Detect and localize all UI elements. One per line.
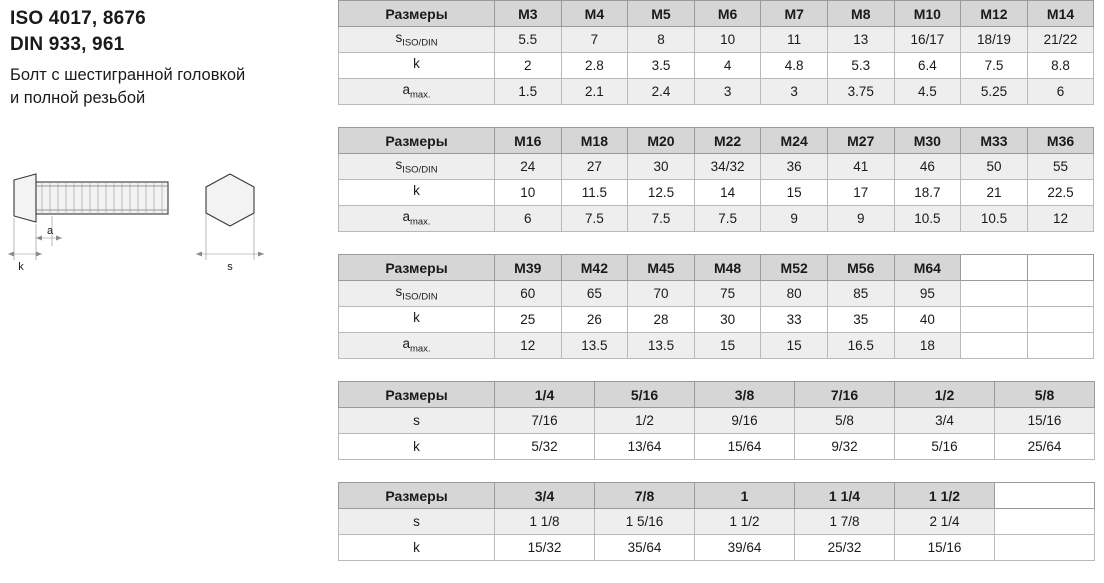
- cell: 15: [761, 180, 828, 206]
- description-line-1: Болт с шестигранной головкой: [10, 66, 246, 84]
- table-row: [339, 509, 1095, 535]
- cell: 7.5: [961, 53, 1028, 79]
- col-header-empty: [995, 483, 1095, 509]
- col-header: Размеры: [339, 382, 495, 408]
- row-label: $a_{max.}$: [339, 79, 495, 105]
- cell: 9: [827, 206, 894, 232]
- cell: 28: [628, 307, 695, 333]
- cell: 16/17: [894, 27, 961, 53]
- table-row: [339, 128, 1094, 154]
- table-row: [339, 206, 1094, 232]
- cell: 10: [694, 27, 761, 53]
- cell: 70: [628, 281, 695, 307]
- cell: 12.5: [628, 180, 695, 206]
- cell: 2.4: [628, 79, 695, 105]
- cell-empty: [1027, 307, 1094, 333]
- col-header: 5/16: [595, 382, 695, 408]
- cell: 10: [495, 180, 562, 206]
- col-header: M12: [961, 1, 1028, 27]
- table-row: [339, 535, 1095, 561]
- col-header: M27: [827, 128, 894, 154]
- col-header: M10: [894, 1, 961, 27]
- col-header: M16: [495, 128, 562, 154]
- cell: 18/19: [961, 27, 1028, 53]
- cell: 4.8: [761, 53, 828, 79]
- cell: 6: [1027, 79, 1094, 105]
- drawing-label-a: a: [46, 225, 54, 237]
- cell: 30: [628, 154, 695, 180]
- cell: 7/16: [495, 408, 595, 434]
- col-header: M36: [1027, 128, 1094, 154]
- cell: 25: [495, 307, 562, 333]
- cell: 9: [761, 206, 828, 232]
- col-header: M33: [961, 128, 1028, 154]
- col-header: M4: [561, 1, 628, 27]
- cell: 1 1/8: [495, 509, 595, 535]
- col-header: M7: [761, 1, 828, 27]
- cell: 75: [694, 281, 761, 307]
- table-row: [339, 281, 1094, 307]
- cell: 2: [495, 53, 562, 79]
- cell: 26: [561, 307, 628, 333]
- cell: 6.4: [894, 53, 961, 79]
- cell: 10.5: [894, 206, 961, 232]
- cell: 39/64: [695, 535, 795, 561]
- table-row: [339, 408, 1095, 434]
- col-header: 5/8: [995, 382, 1095, 408]
- cell: 40: [894, 307, 961, 333]
- col-header: M5: [628, 1, 695, 27]
- col-header: 7/8: [595, 483, 695, 509]
- cell: 5/8: [795, 408, 895, 434]
- cell: 13.5: [628, 333, 695, 359]
- drawing-label-s: s: [227, 261, 233, 273]
- col-header: M42: [561, 255, 628, 281]
- cell-empty: [995, 535, 1095, 561]
- col-header: 1 1/4: [795, 483, 895, 509]
- cell: 15/16: [995, 408, 1095, 434]
- cell: 35/64: [595, 535, 695, 561]
- col-header: Размеры: [339, 1, 495, 27]
- row-label: s: [339, 509, 495, 535]
- cell: 6: [495, 206, 562, 232]
- cell: 5.25: [961, 79, 1028, 105]
- row-label: $s_{ISO/DIN}$: [339, 281, 495, 307]
- cell: 1 7/8: [795, 509, 895, 535]
- col-header: M3: [495, 1, 562, 27]
- cell-empty: [1027, 333, 1094, 359]
- col-header: Размеры: [339, 483, 495, 509]
- cell: 5/32: [495, 434, 595, 460]
- cell: 2.8: [561, 53, 628, 79]
- bolt-drawing-svg: [6, 168, 306, 278]
- col-header: 1/2: [895, 382, 995, 408]
- col-header: M52: [761, 255, 828, 281]
- row-label: s: [339, 408, 495, 434]
- table-row: [339, 483, 1095, 509]
- table-row: [339, 434, 1095, 460]
- cell: 8.8: [1027, 53, 1094, 79]
- cell: 65: [561, 281, 628, 307]
- drawing-label-k: k: [18, 261, 24, 273]
- table-row: [339, 27, 1094, 53]
- cell: 15: [761, 333, 828, 359]
- cell: 25/64: [995, 434, 1095, 460]
- cell: 15/32: [495, 535, 595, 561]
- left-info-panel: [10, 6, 330, 110]
- table-metric-m3-m14: [338, 0, 1094, 105]
- col-header: M22: [694, 128, 761, 154]
- cell: 9/32: [795, 434, 895, 460]
- row-label: k: [339, 535, 495, 561]
- cell: 7: [561, 27, 628, 53]
- cell: 1/2: [595, 408, 695, 434]
- table-row: [339, 333, 1094, 359]
- col-header: M8: [827, 1, 894, 27]
- table-metric-m16-m36: [338, 127, 1094, 232]
- table-row: [339, 1, 1094, 27]
- cell: 2 1/4: [895, 509, 995, 535]
- cell: 16.5: [827, 333, 894, 359]
- col-header: 1: [695, 483, 795, 509]
- cell: 15: [694, 333, 761, 359]
- cell: 7.5: [628, 206, 695, 232]
- cell: 12: [1027, 206, 1094, 232]
- cell: 14: [694, 180, 761, 206]
- cell: 34/32: [694, 154, 761, 180]
- cell: 50: [961, 154, 1028, 180]
- table-row: [339, 180, 1094, 206]
- row-label: k: [339, 307, 495, 333]
- cell: 3.5: [628, 53, 695, 79]
- col-header: M18: [561, 128, 628, 154]
- description-line-2: и полной резьбой: [10, 89, 146, 107]
- hex-head-bolt-drawing: [6, 168, 306, 278]
- col-header: M64: [894, 255, 961, 281]
- cell: 15/64: [695, 434, 795, 460]
- dimension-tables: [338, 0, 1098, 583]
- cell: 4: [694, 53, 761, 79]
- row-label: $a_{max.}$: [339, 206, 495, 232]
- cell: 8: [628, 27, 695, 53]
- cell: 3: [694, 79, 761, 105]
- cell: 5/16: [895, 434, 995, 460]
- cell: 7.5: [561, 206, 628, 232]
- table-inch-three-quarters-to-one-and-half: [338, 482, 1095, 561]
- table-row: [339, 79, 1094, 105]
- cell: 55: [1027, 154, 1094, 180]
- col-header: M30: [894, 128, 961, 154]
- cell: 17: [827, 180, 894, 206]
- cell: 5.3: [827, 53, 894, 79]
- cell: 1.5: [495, 79, 562, 105]
- col-header: M24: [761, 128, 828, 154]
- cell: 7.5: [694, 206, 761, 232]
- table-row: [339, 255, 1094, 281]
- cell: 1 5/16: [595, 509, 695, 535]
- row-label: $s_{ISO/DIN}$: [339, 154, 495, 180]
- cell: 18.7: [894, 180, 961, 206]
- cell: 46: [894, 154, 961, 180]
- col-header: 7/16: [795, 382, 895, 408]
- cell: 41: [827, 154, 894, 180]
- cell-empty: [961, 281, 1028, 307]
- col-header: M6: [694, 1, 761, 27]
- cell-empty: [961, 307, 1028, 333]
- cell: 18: [894, 333, 961, 359]
- cell: 9/16: [695, 408, 795, 434]
- standard-line-2: DIN 933, 961: [10, 34, 125, 55]
- cell: 30: [694, 307, 761, 333]
- col-header-empty: [961, 255, 1028, 281]
- col-header: M14: [1027, 1, 1094, 27]
- cell: 60: [495, 281, 562, 307]
- cell: 3.75: [827, 79, 894, 105]
- cell-empty: [1027, 281, 1094, 307]
- cell: 80: [761, 281, 828, 307]
- cell: 15/16: [895, 535, 995, 561]
- cell: 21/22: [1027, 27, 1094, 53]
- cell: 33: [761, 307, 828, 333]
- cell: 11.5: [561, 180, 628, 206]
- row-label: $a_{max.}$: [339, 333, 495, 359]
- col-header: Размеры: [339, 255, 495, 281]
- col-header: M20: [628, 128, 695, 154]
- col-header-empty: [1027, 255, 1094, 281]
- table-row: [339, 382, 1095, 408]
- col-header: M56: [827, 255, 894, 281]
- table-row: [339, 154, 1094, 180]
- standard-line-1: ISO 4017, 8676: [10, 8, 146, 29]
- cell: 95: [894, 281, 961, 307]
- cell: 36: [761, 154, 828, 180]
- cell: 4.5: [894, 79, 961, 105]
- col-header: Размеры: [339, 128, 495, 154]
- row-label: k: [339, 53, 495, 79]
- cell: 3: [761, 79, 828, 105]
- cell: 24: [495, 154, 562, 180]
- cell: 13.5: [561, 333, 628, 359]
- col-header: 3/4: [495, 483, 595, 509]
- table-metric-m39-m64: [338, 254, 1094, 359]
- cell: 13/64: [595, 434, 695, 460]
- table-row: [339, 307, 1094, 333]
- table-inch-quarter-to-five-eighths: [338, 381, 1095, 460]
- cell: 2.1: [561, 79, 628, 105]
- cell: 25/32: [795, 535, 895, 561]
- col-header: M39: [495, 255, 562, 281]
- row-label: k: [339, 434, 495, 460]
- cell-empty: [995, 509, 1095, 535]
- col-header: M45: [628, 255, 695, 281]
- cell: 35: [827, 307, 894, 333]
- cell: 11: [761, 27, 828, 53]
- cell: 22.5: [1027, 180, 1094, 206]
- cell: 27: [561, 154, 628, 180]
- product-description: [10, 64, 330, 110]
- cell: 5.5: [495, 27, 562, 53]
- col-header: M48: [694, 255, 761, 281]
- cell: 13: [827, 27, 894, 53]
- table-row: [339, 53, 1094, 79]
- cell: 3/4: [895, 408, 995, 434]
- col-header: 1 1/2: [895, 483, 995, 509]
- col-header: 1/4: [495, 382, 595, 408]
- cell: 12: [495, 333, 562, 359]
- col-header: 3/8: [695, 382, 795, 408]
- cell: 21: [961, 180, 1028, 206]
- cell: 85: [827, 281, 894, 307]
- row-label: k: [339, 180, 495, 206]
- cell: 10.5: [961, 206, 1028, 232]
- row-label: $s_{ISO/DIN}$: [339, 27, 495, 53]
- cell: 1 1/2: [695, 509, 795, 535]
- cell-empty: [961, 333, 1028, 359]
